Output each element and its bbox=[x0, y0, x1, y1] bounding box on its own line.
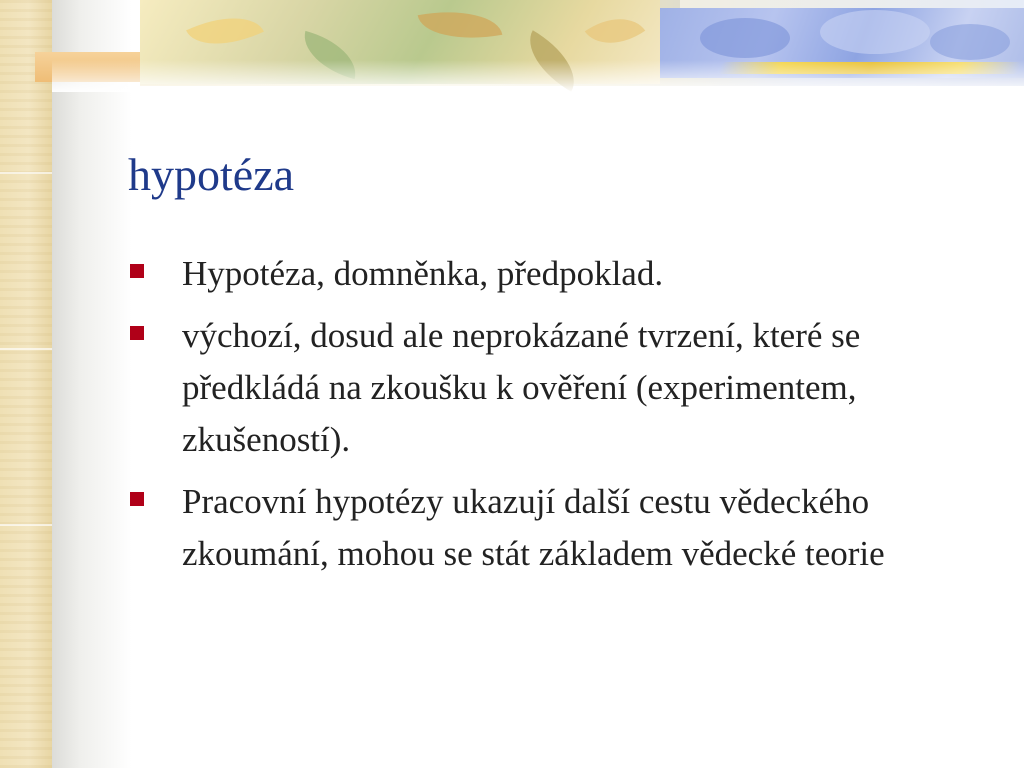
bullet-text: Hypotéza, domněnka, předpoklad. bbox=[182, 254, 664, 293]
parchment-seam bbox=[0, 172, 52, 174]
square-bullet-icon bbox=[130, 264, 144, 278]
bullet-item bbox=[130, 476, 950, 580]
bullet-text: Pracovní hypotézy ukazují další cestu vědeckého zkoumání, mohou se stát základem vědecké teorie bbox=[182, 482, 885, 573]
blue-shape bbox=[820, 10, 930, 54]
slide-title: hypotéza bbox=[128, 149, 295, 200]
square-bullet-icon bbox=[130, 326, 144, 340]
bullet-list bbox=[130, 248, 950, 590]
bullet-item bbox=[130, 248, 950, 300]
parchment-seam bbox=[0, 524, 52, 526]
parchment-seam bbox=[0, 348, 52, 350]
decorative-banner bbox=[0, 0, 1024, 92]
parchment-strip bbox=[0, 0, 52, 768]
square-bullet-icon bbox=[130, 492, 144, 506]
banner-fade bbox=[52, 60, 1024, 92]
bullet-item bbox=[130, 310, 950, 466]
bullet-text: výchozí, dosud ale neprokázané tvrzení, které se předkládá na zkoušku k ověření (experimentem, zkušeností). bbox=[182, 316, 861, 459]
page-shadow bbox=[52, 0, 132, 768]
blue-shape bbox=[930, 24, 1010, 60]
blue-shape bbox=[700, 18, 790, 58]
